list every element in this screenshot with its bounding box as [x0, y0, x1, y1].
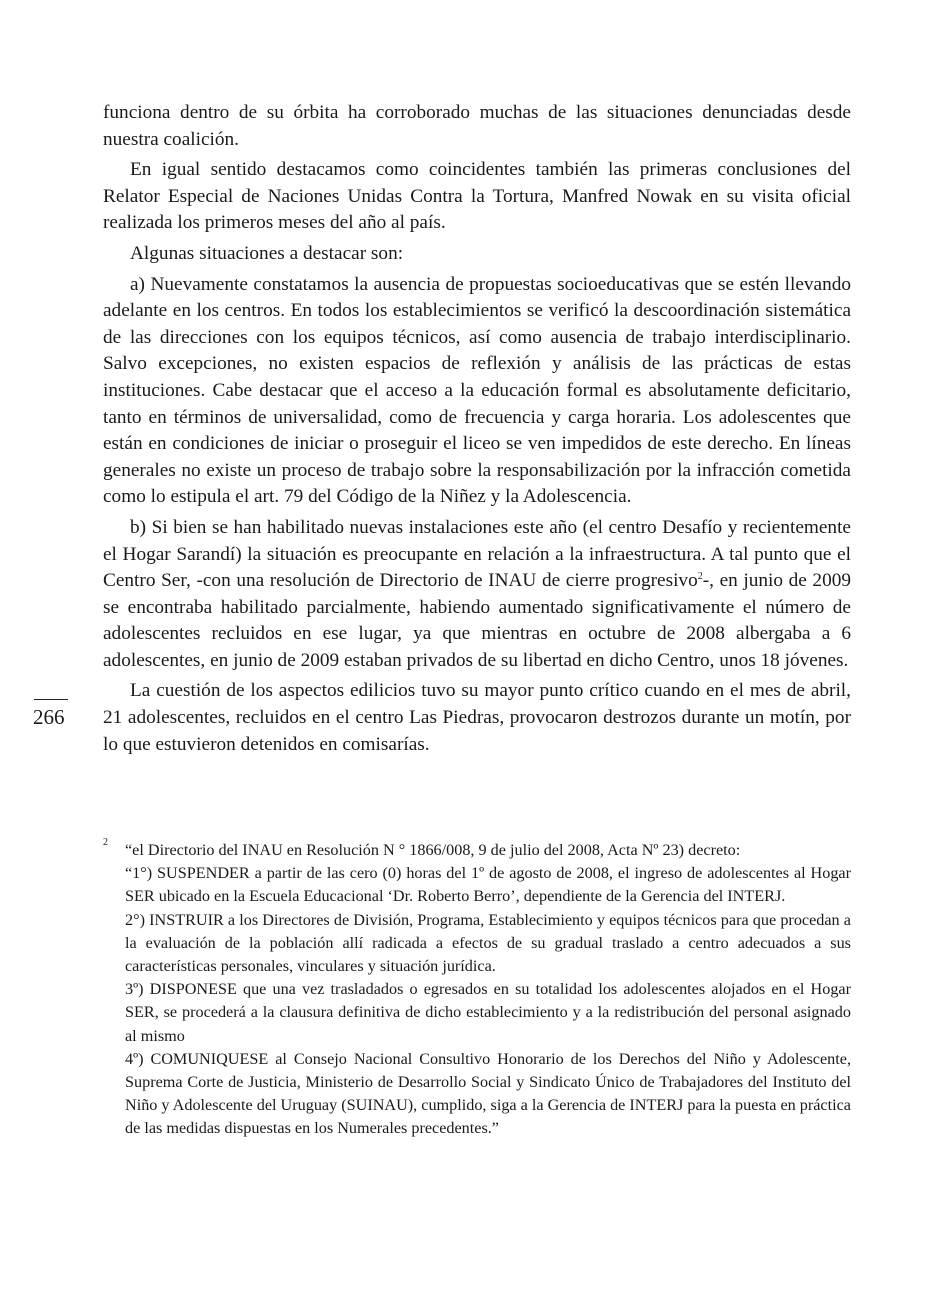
- paragraph-relator: En igual sentido destacamos como coincidentes también las primeras conclusiones del Relator Especial de Naciones Unidas Contra la Tortura, Manfred Nowak en su visita oficial realizada los primeros meses del año al país.: [103, 159, 851, 234]
- paragraph-edilicios: La cuestión de los aspectos edilicios tuvo su mayor punto crítico cuando en el mes de abril, 21 adolescentes, recluidos en el centro Las Piedras, provocaron destrozos durante un motín, por lo que estuvieron detenidos en comisarías.: [103, 680, 851, 755]
- footnote-line: “el Directorio del INAU en Resolución N ° 1866/008, 9 de julio del 2008, Acta Nº 23) decreto:: [125, 841, 741, 859]
- paragraph-item-a: a) Nuevamente constatamos la ausencia de propuestas socioeducativas que se estén llevando adelante en los centros. En todos los establecimientos se verificó la descoordinación sistemática de las direcciones con los equipos técnicos, así como ausencia de trabajo interdisciplinario. Salvo excepciones, no existen espacios de reflexión y análisis de las prácticas de estas instituciones. Cabe destacar que el acceso a la educación formal es absolutamente deficitario, tanto en términos de universalidad, como de frecuencia y carga horaria. Los adolescentes que están en condiciones de iniciar o proseguir el liceo se ven impedidos de este derecho. En líneas generales no existe un proceso de trabajo sobre la responsabilización por la infracción cometida como lo estipula el art. 79 del Código de la Niñez y la Adolescencia.: [103, 273, 851, 508]
- page-number: 266: [33, 705, 65, 729]
- body-text: [103, 100, 851, 762]
- footnote-section: [103, 839, 851, 1141]
- paragraph-continuation: funciona dentro de su órbita ha corroborado muchas de las situaciones denunciadas desde nuestra coalición.: [103, 102, 851, 150]
- paragraph-situaciones-intro: Algunas situaciones a destacar son:: [130, 242, 404, 264]
- item-b-text-start: b) Si bien se han habilitado nuevas instalaciones este año (el centro Desafío y recientemente el Hogar Sarandí) la situación es preocupante en relación a la infraestructura. A tal punto que el Centro Ser, -con una resolución de Directorio de INAU de cierre progresivo: [103, 516, 851, 592]
- paragraph-item-b: [103, 515, 851, 675]
- footnote-reference[interactable]: 2: [697, 571, 703, 583]
- footnote-line: 2°) INSTRUIR a los Directores de División, Programa, Establecimiento y equipos técnicos para que procedan a la evaluación de la población allí radicada a efectos de su gradual traslado a centro adecuados a sus características personales, vinculares y situación jurídica.: [125, 910, 851, 976]
- footnote-line: 4º) COMUNIQUESE al Consejo Nacional Consultivo Honorario de los Derechos del Niño y Adolescente, Suprema Corte de Justicia, Ministerio de Desarrollo Social y Sindicato Único de Trabajadores del Instituto del Niño y Adolescente del Uruguay (SUINAU), cumplido, siga a la Gerencia de INTERJ para la puesta en práctica de las medidas dispuestas en los Numerales precedentes.”: [125, 1049, 851, 1138]
- footnote-line: 3º) DISPONESE que una vez trasladados o egresados en su totalidad los adolescentes alojados en el Hogar SER, se procederá a la clausura definitiva de dicho establecimiento y a la redistribución del personal asignado al mismo: [125, 980, 851, 1045]
- page-number-rule: [34, 699, 68, 700]
- footnote-body: [125, 839, 851, 1141]
- footnote-mark: 2: [103, 837, 108, 848]
- item-b-text-end: -, en junio de 2009 se encontraba habilitado parcialmente, habiendo aumentado significativamente el número de adolescentes recluidos en ese lugar, ya que mientras en octubre de 2008 albergaba a 6 adolescentes, en junio de 2009 estaban privados de su libertad en dicho Centro, unos 18 jóvenes.: [103, 570, 851, 671]
- footnote-line: “1°) SUSPENDER a partir de las cero (0) horas del 1º de agosto de 2008, el ingreso de adolescentes al Hogar SER ubicado en la Escuela Educacional ‘Dr. Roberto Berro’, dependiente de la Gerencia del INTERJ.: [125, 864, 851, 906]
